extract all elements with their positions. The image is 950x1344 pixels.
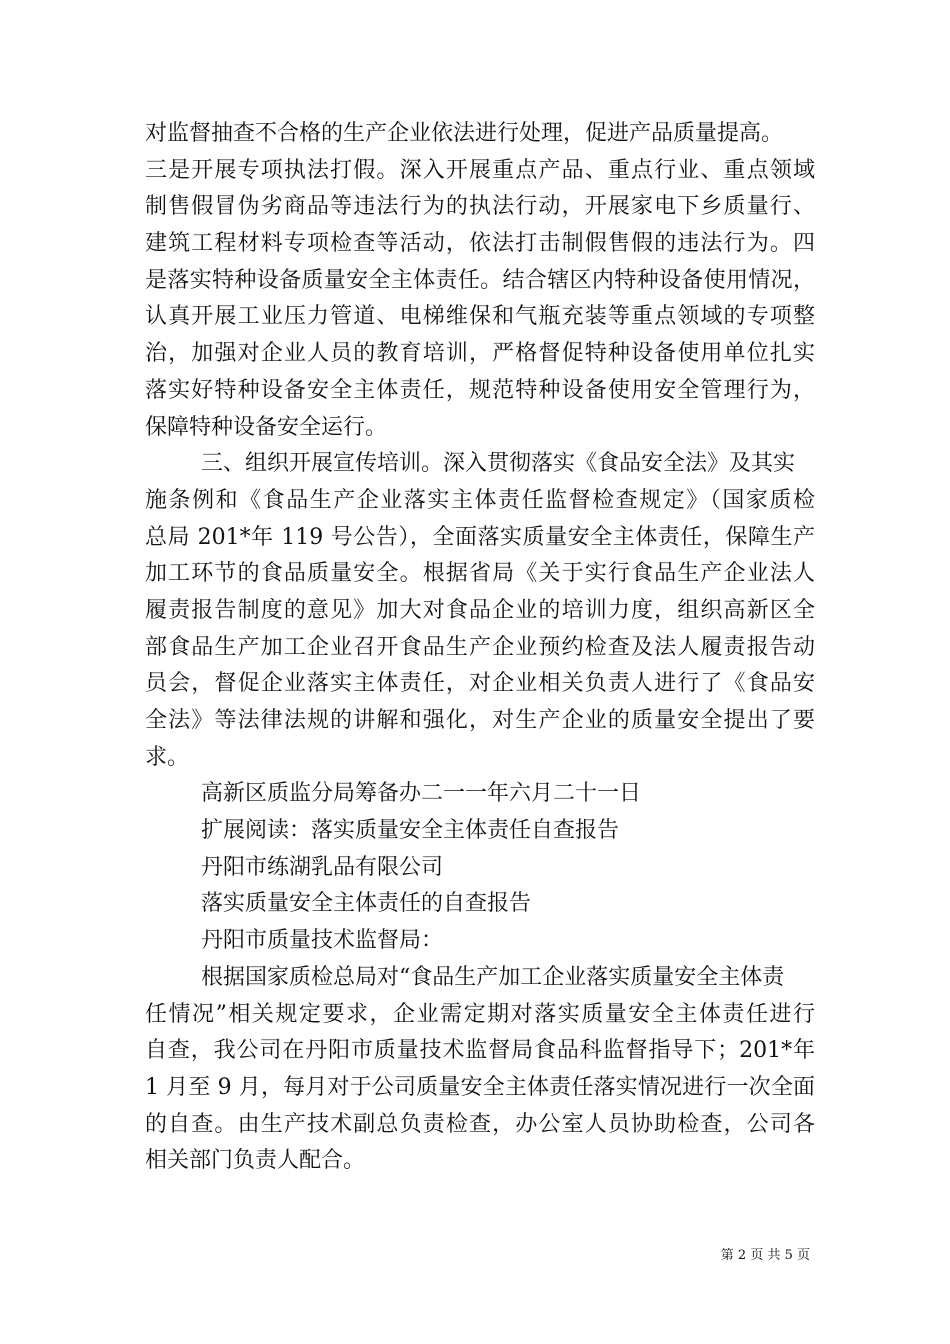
text-line: 加工环节的食品质量安全。根据省局《关于实行食品生产企业法人 [145,561,815,587]
text-line: 落实好特种设备安全主体责任，规范特种设备使用安全管理行为， [145,377,815,403]
text-line: 1 月至 9 月，每月对于公司质量安全主体责任落实情况进行一次全面 [145,1074,815,1100]
text-line: 的自查。由生产技术副总负责检查，办公室人员协助检查，公司各 [145,1111,815,1137]
text-line: 治，加强对企业人员的教育培训，严格督促特种设备使用单位扎实 [145,341,815,367]
text-line: 建筑工程材料专项检查等活动，依法打击制假售假的违法行为。四 [145,231,815,257]
text-line: 保障特种设备安全运行。 [145,414,388,440]
text-line: 相关部门负责人配合。 [145,1148,366,1174]
text-line: 三、组织开展宣传培训。深入贯彻落实《食品安全法》及其实 [201,451,796,477]
text-line: 认真开展工业压力管道、电梯维保和气瓶充装等重点领域的专项整 [145,304,815,330]
text-line: 根据国家质检总局对“食品生产加工企业落实质量安全主体责 [201,964,785,990]
company-name: 丹阳市练湖乳品有限公司 [201,854,444,880]
text-line: 部食品生产加工企业召开食品生产企业预约检查及法人履责报告动 [145,634,815,660]
text-line: 是落实特种设备质量安全主体责任。结合辖区内特种设备使用情况， [145,267,815,293]
text-line: 制售假冒伪劣商品等违法行为的执法行动，开展家电下乡质量行、 [145,194,815,220]
text-line: 任情况”相关规定要求，企业需定期对落实质量安全主体责任进行 [145,1001,815,1027]
text-line: 全法》等法律法规的讲解和强化，对生产企业的质量安全提出了要 [145,708,815,733]
text-line: 履责报告制度的意见》加大对食品企业的培训力度，组织高新区全 [145,597,815,623]
document-body [145,116,815,1180]
text-line: 求。 [145,744,190,770]
report-title: 落实质量安全主体责任的自查报告 [201,891,532,917]
text-line: 总局 201*年 119 号公告），全面落实质量安全主体责任，保障生产 [145,524,815,550]
text-line: 对监督抽查不合格的生产企业依法进行处理，促进产品质量提高。 [145,121,784,146]
extended-reading-title: 扩展阅读：落实质量安全主体责任自查报告 [201,818,620,844]
signature-line: 高新区质监分局筹备办二一一年六月二十一日 [201,781,642,807]
text-line: 员会，督促企业落实主体责任，对企业相关负责人进行了《食品安 [145,671,815,697]
text-line: 施条例和《食品生产企业落实主体责任监督检查规定》（国家质检 [145,487,815,513]
page-number: 第 2 页 共 5 页 [720,1248,810,1263]
text-line: 三是开展专项执法打假。深入开展重点产品、重点行业、重点领域 [145,157,815,183]
addressee-line: 丹阳市质量技术监督局： [201,928,444,954]
text-line: 自查，我公司在丹阳市质量技术监督局食品科监督指导下；201*年 [145,1038,815,1064]
